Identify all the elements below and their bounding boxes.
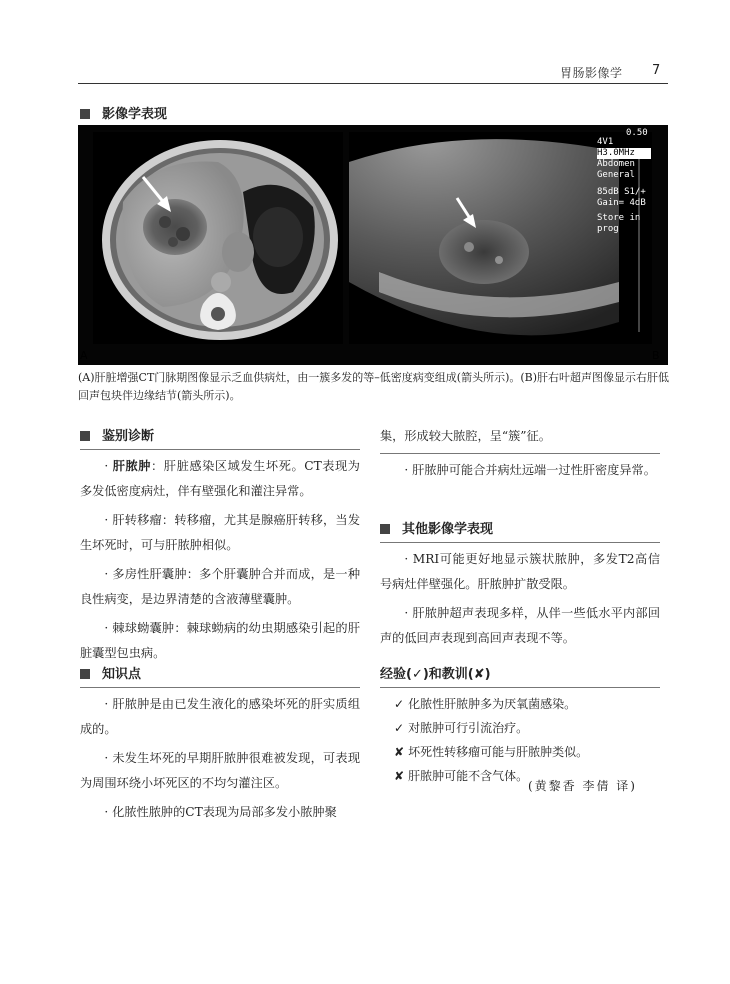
differential-text: 多房性肝囊肿：多个肝囊肿合并而成，是一种良性病变，是边界清楚的含液薄壁囊肿。 xyxy=(80,567,361,606)
differential-item: · 肝转移瘤：转移瘤，尤其是腺癌肝转移，当发生坏死时，可与肝脓肿相似。 xyxy=(80,513,361,552)
differential-term: 肝脓肿 xyxy=(112,459,152,473)
us-overlay-line: General xyxy=(597,170,635,180)
section-rule xyxy=(80,449,360,450)
section-rule xyxy=(380,542,660,543)
knowledge-title: 知识点 xyxy=(102,667,142,682)
abscess-para: · 肝脓肿可能合并病灶远端一过性肝密度异常。 xyxy=(404,463,656,477)
section-square-icon xyxy=(80,109,90,119)
experience-text: 坏死性转移瘤可能与肝脓肿类似。 xyxy=(408,745,589,759)
page-number: 7 xyxy=(652,63,661,78)
section-rule xyxy=(380,687,660,688)
differential-text: 棘球蚴囊肿：棘球蚴病的幼虫期感染引起的肝脏囊型包虫病。 xyxy=(80,621,361,660)
differential-item: · 棘球蚴囊肿：棘球蚴病的幼虫期感染引起的肝脏囊型包虫病。 xyxy=(80,621,361,660)
experience-text: 化脓性肝脓肿多为厌氧菌感染。 xyxy=(408,697,577,711)
figure-caption: (A)肝脏增强CT门脉期图像显示乏血供病灶，由一簇多发的等–低密度病变组成(箭头所示)。(B)肝右叶超声图像显示右肝低回声包块伴边缘结节(箭头所示)。 xyxy=(78,371,670,402)
running-head: 胃肠影像学 xyxy=(560,66,623,80)
us-overlay-line: Gain= 4dB xyxy=(597,198,646,208)
knowledge-item: · 未发生坏死的早期肝脓肿很难被发现，可表现为周围环绕小坏死区的不均匀灌注区。 xyxy=(80,751,361,790)
differential-section xyxy=(80,425,360,666)
other-imaging-item: · MRI可能更好地显示簇状脓肿，多发T2高信号病灶伴壁强化。肝脓肿扩散受限。 xyxy=(380,552,661,591)
section-rule xyxy=(80,687,360,688)
cross-icon: ✘ xyxy=(394,769,405,783)
ct-image xyxy=(93,132,343,344)
section-square-icon xyxy=(80,431,90,441)
experience-section xyxy=(380,663,660,788)
us-overlay-line: 85dB S1/+ xyxy=(597,187,646,197)
differential-heading xyxy=(80,425,360,444)
continuation-text: 集，形成较大脓腔，呈“簇”征。 xyxy=(380,429,551,443)
experience-item xyxy=(380,740,660,764)
abscess-text: 肝脓肿可能合并病灶远端一过性肝密度异常。 xyxy=(412,463,656,477)
experience-item xyxy=(380,716,660,740)
us-overlay-line: Store in prog xyxy=(597,213,641,234)
knowledge-text: 未发生坏死的早期肝脓肿很难被发现，可表现为周围环绕小坏死区的不均匀灌注区。 xyxy=(80,751,361,790)
us-overlay-line: H3.0MHz xyxy=(597,148,651,159)
experience-text: 对脓肿可行引流治疗。 xyxy=(408,721,529,735)
knowledge-text: 肝脓肿是由已发生液化的感染坏死的肝实质组成的。 xyxy=(80,697,361,736)
knowledge-heading xyxy=(80,663,360,682)
other-imaging-text: 肝脓肿超声表现多样，从伴一些低水平内部回声的低回声表现到高回声表现不等。 xyxy=(380,606,661,645)
other-imaging-text: MRI可能更好地显示簇状脓肿，多发T2高信号病灶伴壁强化。肝脓肿扩散受限。 xyxy=(380,552,661,591)
imaging-section-title: 影像学表现 xyxy=(102,107,168,122)
panel-a-label: A xyxy=(80,349,88,362)
differential-text: 肝转移瘤：转移瘤，尤其是腺癌肝转移，当发生坏死时，可与肝脓肿相似。 xyxy=(80,513,361,552)
knowledge-text: 化脓性脓肿的CT表现为局部多发小脓肿聚 xyxy=(112,805,337,819)
panel-b-label: B xyxy=(652,349,660,362)
us-depth-readout: 0.50 xyxy=(626,128,648,138)
translator-credit: (黄黎香 李倩 译) xyxy=(528,779,637,793)
imaging-section-heading xyxy=(80,103,167,122)
cross-icon: ✘ xyxy=(394,745,405,759)
header-rule xyxy=(78,83,668,84)
section-rule xyxy=(380,453,660,454)
other-imaging-heading xyxy=(380,518,660,537)
other-imaging-item: · 肝脓肿超声表现多样，从伴一些低水平内部回声的低回声表现到高回声表现不等。 xyxy=(380,606,661,645)
check-icon: ✓ xyxy=(394,697,405,711)
experience-text: 肝脓肿可能不含气体。 xyxy=(408,769,529,783)
differential-title: 鉴别诊断 xyxy=(102,429,155,444)
differential-item: · 多房性肝囊肿：多个肝囊肿合并而成，是一种良性病变，是边界清楚的含液薄壁囊肿。 xyxy=(80,567,361,606)
other-imaging-title: 其他影像学表现 xyxy=(402,522,494,537)
differential-item: · 肝脓肿：肝脏感染区域发生坏死。CT表现为多发低密度病灶，伴有壁强化和灌注异常。 xyxy=(80,459,360,498)
ultrasound-overlay xyxy=(597,137,651,235)
us-overlay-line: 4V1 xyxy=(597,137,614,147)
other-imaging-section xyxy=(380,518,660,651)
section-square-icon xyxy=(380,524,390,534)
knowledge-section xyxy=(80,663,360,825)
right-column-top xyxy=(380,424,660,483)
check-icon: ✓ xyxy=(394,721,405,735)
experience-item xyxy=(380,692,660,716)
knowledge-item: · 肝脓肿是由已发生液化的感染坏死的肝实质组成的。 xyxy=(80,697,361,736)
us-overlay-line: Abdomen xyxy=(597,159,635,169)
knowledge-item: · 化脓性脓肿的CT表现为局部多发小脓肿聚 xyxy=(104,805,337,819)
differential-text: ：肝脏感染区域发生坏死。CT表现为多发低密度病灶，伴有壁强化和灌注异常。 xyxy=(80,459,360,498)
section-square-icon xyxy=(80,669,90,679)
experience-heading: 经验(✓)和教训(✘) xyxy=(380,667,491,682)
